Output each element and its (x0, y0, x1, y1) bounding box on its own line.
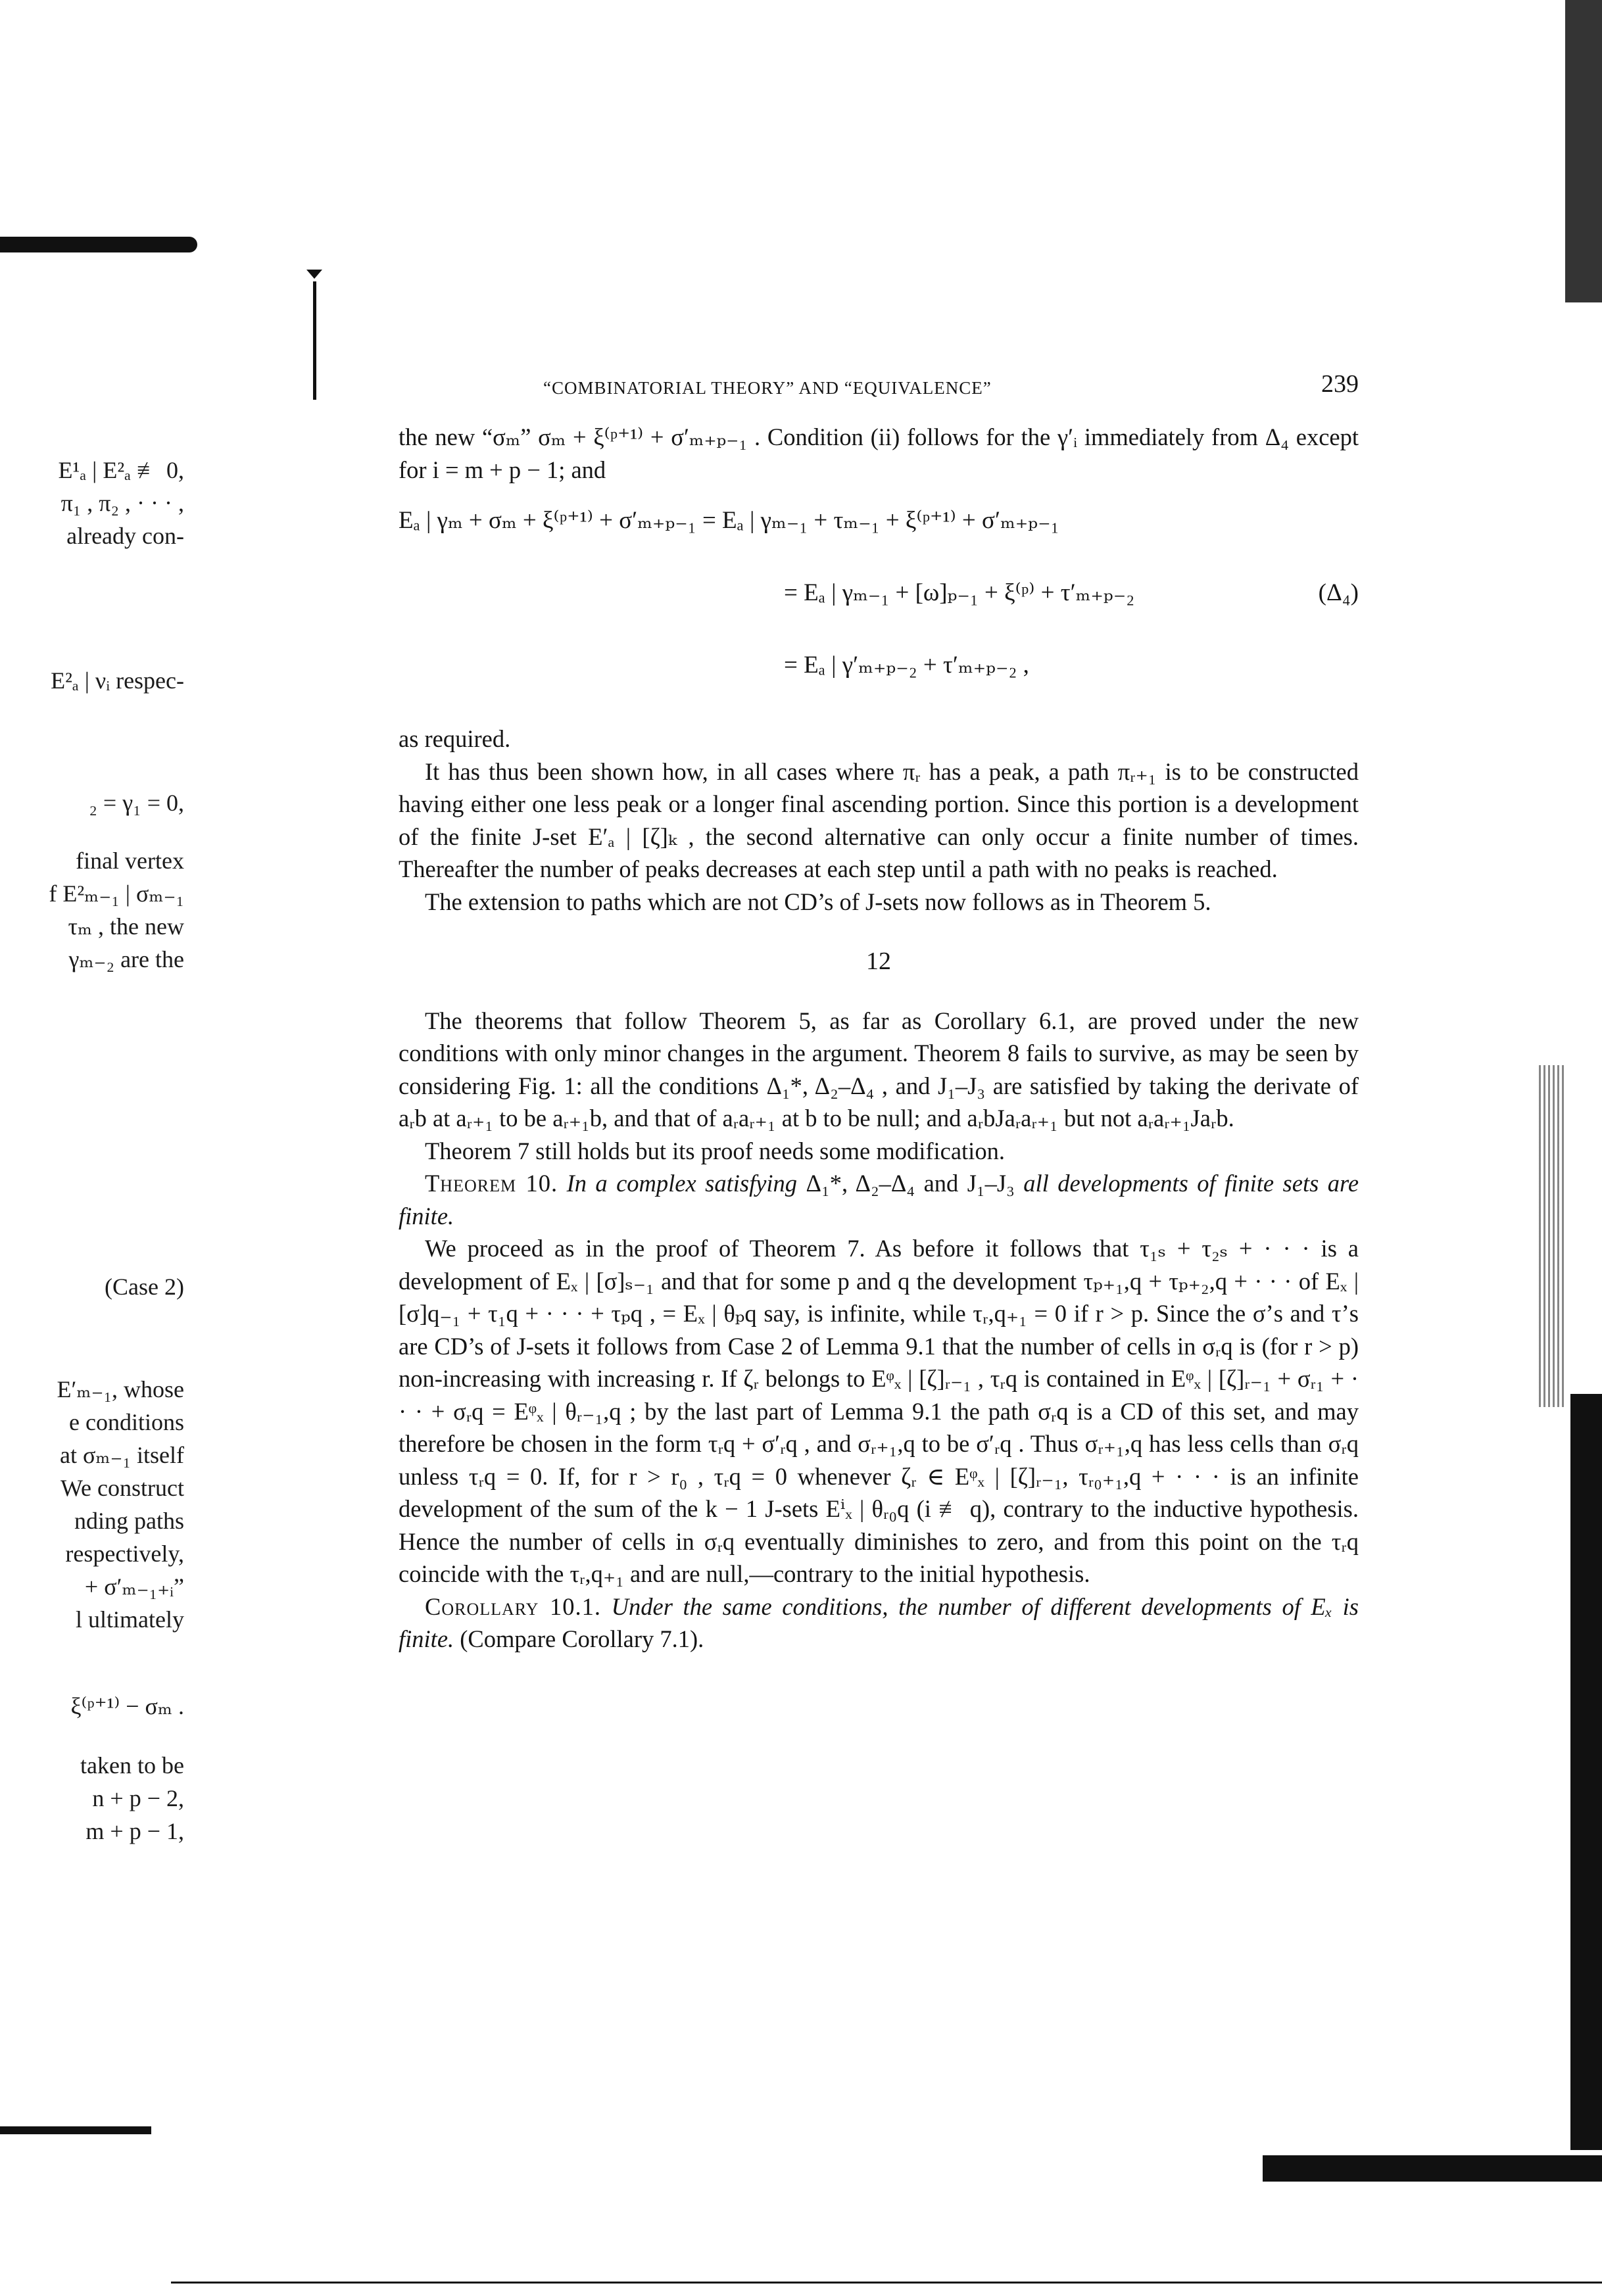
left-fragment: τₘ , the new (68, 913, 184, 940)
left-fragment: n + p − 2, (92, 1785, 184, 1811)
theorem-label: Theorem 10. (425, 1170, 558, 1197)
display-equation-1 (399, 486, 1359, 558)
scan-mark-bottom-rule-thin (171, 2282, 1602, 2284)
corollary-10-1 (399, 1590, 1359, 1656)
theorem-text: all developments of finite sets are finite. (399, 1170, 1359, 1230)
display-equation-2 (399, 558, 1359, 631)
left-fragment: e conditions (69, 1409, 184, 1435)
left-fragment: final vertex (76, 848, 184, 874)
theorem-10 (399, 1167, 1359, 1232)
left-fragment: E′ₘ₋₁, whose (57, 1376, 184, 1402)
left-fragment: E¹ₐ | E²ₐ ≢ 0, (58, 457, 184, 483)
left-fragment: taken to be (80, 1752, 184, 1779)
paragraph: the new “σₘ” σₘ + ξ⁽ᵖ⁺¹⁾ + σ′ₘ₊ₚ₋₁ . Condition (ii) follows for the γ′ᵢ immediately from Δ₄ except for i = m + p − 1; and (399, 423, 1359, 483)
scan-arrow-mark (306, 270, 322, 279)
paragraph: The theorems that follow Theorem 5, as far as Corollary 6.1, are proved under the new conditions with only minor changes in the argument. Theorem 8 fails to survive, as may be seen by considering Fig. 1: all the conditions Δ₁*, Δ₂–Δ₄ , and J₁–J₃ are satisfied by taking the derivate of aᵣb at aᵣ₊₁ to be aᵣ₊₁b, and that of aᵣaᵣ₊₁ at b to be null; and aᵣbJaᵣaᵣ₊₁ but not aᵣaᵣ₊₁Jaᵣb. (399, 1007, 1359, 1132)
left-fragment: γₘ₋₂ are the (68, 946, 184, 972)
theorem-conditions: Δ₁*, Δ₂–Δ₄ and J₁–J₃ (806, 1170, 1015, 1197)
left-fragment: nding paths (74, 1508, 184, 1534)
left-fragment: l ultimately (76, 1606, 184, 1633)
left-fragment: E²ₐ | νᵢ respec- (51, 667, 184, 694)
left-fragment: at σₘ₋₁ itself (60, 1442, 184, 1468)
equation-tag: (Δ₄) (1318, 579, 1359, 606)
section-number: 12 (866, 947, 891, 975)
theorem-text: In a complex satisfying (566, 1170, 798, 1197)
left-fragment: We construct (60, 1475, 184, 1501)
corollary-text: Under the same conditions, the number of different developments of Eₓ is finite. (399, 1592, 1359, 1652)
scan-mark-top-left (0, 237, 197, 252)
paragraph: Theorem 7 still holds but its proof needs some modification. (425, 1137, 1005, 1164)
paragraph: We proceed as in the proof of Theorem 7. As before it follows that τ₁ₛ + τ₂ₛ + · · · is a development of Eₓ | [σ]ₛ₋₁ and that for some p and q the development τₚ₊₁,q + τₚ₊₂,q + · · · of Eₓ | [σ]q₋₁ + τ₁q + · · · + τₚq , = Eₓ | θₚq say, is infinite, while τᵣ,q₊₁ = 0 if r > p. Since the σ’s and τ’s are CD’s of J-sets it follows from Case 2 of Lemma 9.1 that the number of cells in σᵣq is (for r > p) non-increasing with increasing r. If ζᵣ belongs to Eᵠₓ | [ζ]ᵣ₋₁ , τᵣq is contained in Eᵠₓ | [ζ]ᵣ₋₁ + σᵣ₁ + · · · + σᵣq = Eᵠₓ | θᵣ₋₁,q ; by the last part of Lemma 9.1 the path σᵣq is a CD of this set, and may therefore be chosen in the form τᵣq + σ′ᵣq , and σᵣ₊₁,q to be σ′ᵣq . Thus σᵣ₊₁,q has less cells than σᵣq unless τᵣq = 0. If, for r > r₀ , τᵣq = 0 whenever ζᵣ ∈ Eᵠₓ | [ζ]ᵣ₋₁, τᵣ₀₊₁,q + · · · is an infinite development of the sum of the k − 1 J-sets Eⁱₓ | θᵣ₀q (i ≢ q), contrary to the inductive hypothesis. Hence the number of cells in σᵣq eventually diminishes to zero, and from this point on the τᵣq coincide with the τᵣ,q₊₁ and are null,—contrary to the initial hypothesis. (399, 1235, 1359, 1587)
scan-noise-right (1539, 1065, 1565, 1407)
left-fragment: respectively, (65, 1541, 184, 1567)
equation-line: = Eₐ | γₘ₋₁ + [ω]ₚ₋₁ + ξ⁽ᵖ⁾ + τ′ₘ₊ₚ₋₂ (784, 579, 1135, 606)
paragraph: as required. (399, 725, 511, 752)
page-number: 239 (1321, 370, 1359, 398)
left-fragment: f E²ₘ₋₁ | σₘ₋₁ (49, 880, 184, 907)
equation-line: = Eₐ | γ′ₘ₊ₚ₋₂ + τ′ₘ₊ₚ₋₂ , (784, 652, 1029, 679)
left-fragment: already con- (66, 523, 184, 549)
left-fragment: π₁ , π₂ , · · · , (61, 490, 184, 516)
scan-mark-right-edge (1570, 1394, 1602, 2150)
left-fragment: (Case 2) (105, 1274, 184, 1300)
page-header (399, 368, 1359, 408)
scan-mark-right-edge-top (1565, 0, 1602, 302)
scan-mark-bottom-rule (1263, 2155, 1602, 2182)
page-body (399, 368, 1359, 1656)
scan-mark-bottom-left (0, 2126, 151, 2134)
corollary-label: Corollary 10.1. (425, 1592, 602, 1620)
paragraph: It has thus been shown how, in all cases where πᵣ has a peak, a path πᵣ₊₁ is to be constructed having either one less peak or a longer final ascending portion. Since this portion is a development of the finite J-set E′ₐ | [ζ]ₖ , the second alternative can only occur a finite number of times. Thereafter the number of peaks decreases at each step until a path with no peaks is reached. (399, 757, 1359, 882)
display-equation-3 (399, 631, 1359, 703)
scan-mark-gutter-line (313, 281, 316, 400)
paragraph: The extension to paths which are not CD’s of J-sets now follows as in Theorem 5. (425, 888, 1211, 915)
equation-line: Eₐ | γₘ + σₘ + ξ⁽ᵖ⁺¹⁾ + σ′ₘ₊ₚ₋₁ = Eₐ | γₘ₋₁ + τₘ₋₁ + ξ⁽ᵖ⁺¹⁾ + σ′ₘ₊ₚ₋₁ (399, 507, 1059, 534)
left-fragment: ξ⁽ᵖ⁺¹⁾ − σₘ . (70, 1693, 184, 1719)
running-head: “COMBINATORIAL THEORY” AND “EQUIVALENCE” (543, 378, 992, 398)
left-fragment: m + p − 1, (85, 1818, 184, 1844)
left-fragment: + σ′ₘ₋₁₊ᵢ” (84, 1573, 184, 1600)
corollary-reference: (Compare Corollary 7.1). (460, 1625, 704, 1652)
left-fragment: ₂ = γ₁ = 0, (89, 790, 184, 816)
